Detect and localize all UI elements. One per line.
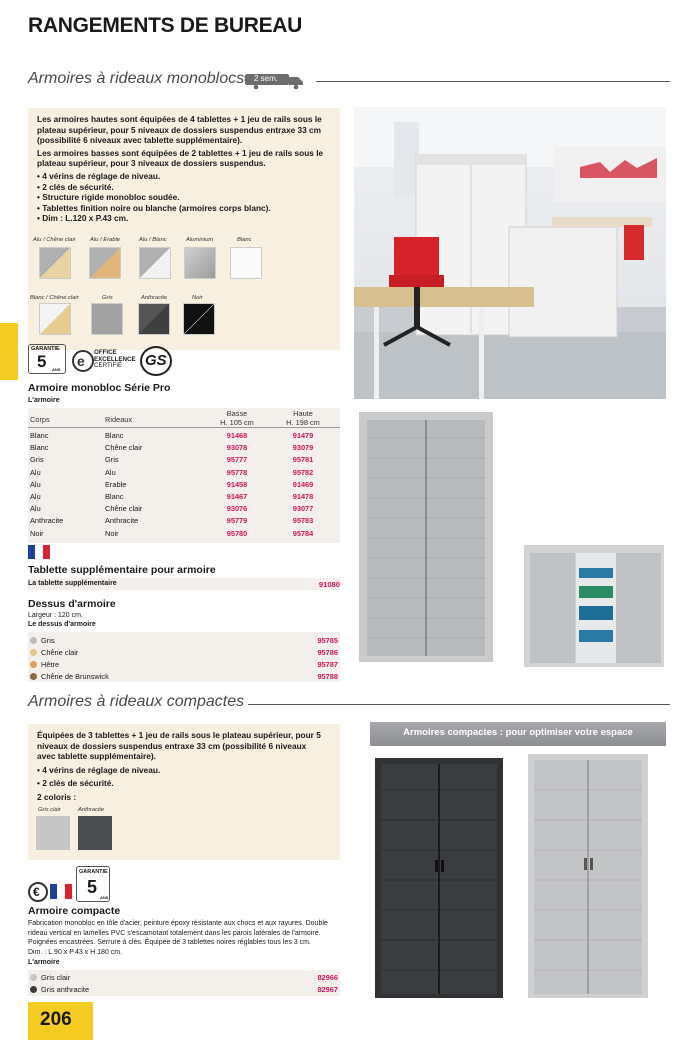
cell-ref-basse: 93078 [226, 443, 248, 453]
garantie-badge [76, 866, 110, 902]
cell-ref-haute: 91478 [292, 492, 314, 501]
rideaux-cabinets-image [354, 408, 666, 672]
cell-corps: Noir [30, 528, 44, 538]
col-header-haute: Haute [293, 409, 313, 418]
cell-corps: Alu [30, 479, 41, 489]
item-ref: 95785 [317, 636, 338, 645]
feature-item: • 4 vérins de réglage de niveau. [37, 171, 331, 182]
cell-corps: Anthracite [30, 516, 64, 526]
swatch-blanc [230, 247, 262, 279]
swatch-label: Blanc / Chêne clair [30, 295, 79, 301]
swatch-alu-blanc [139, 247, 171, 279]
swatch-label: Anthracite [141, 295, 168, 301]
cell-ref-basse: 91468 [226, 431, 248, 440]
office-text: CERTIFIÉ [94, 362, 123, 370]
cell-ref-haute: 91469 [292, 479, 314, 489]
product-title: Armoire monobloc Série Pro [28, 382, 171, 394]
compact-cabinets-image [370, 750, 666, 1002]
swatch-label: Aluminium [186, 237, 214, 243]
list-item [28, 984, 340, 995]
cell-rideaux: Blanc [105, 492, 124, 501]
office-text: EXCELLENCE [94, 355, 136, 363]
table-row [28, 479, 340, 490]
color-dot [30, 986, 37, 993]
tablette-label: La tablette supplémentaire [28, 580, 117, 587]
feature-item: • 4 vérins de réglage de niveau. [37, 765, 327, 776]
cell-rideaux: Blanc [105, 431, 124, 440]
list-item [28, 635, 340, 646]
swatch-blanc-chene [39, 303, 71, 335]
list-item [28, 671, 340, 682]
cell-ref-basse: 95777 [226, 455, 248, 465]
desc-paragraph: Équipées de 3 tablettes + 1 jeu de rails sous le plateau supérieur, pour 5 niveaux de dossiers suspendus entraxe 33 cm (possibilité 6 niveaux avec tablette supplémentaire). [37, 730, 321, 762]
item-ref: 82966 [317, 973, 338, 982]
garantie-ans: ANS [52, 367, 61, 372]
item-ref: 95787 [317, 660, 338, 669]
color-dot [30, 649, 37, 656]
cell-rideaux: Erable [105, 479, 127, 489]
product-title: Armoire compacte [28, 905, 121, 917]
cell-ref-haute: 95782 [292, 467, 314, 477]
item-name: Hêtre [41, 660, 60, 669]
cabinets-photo [354, 408, 666, 672]
item-ref: 95788 [317, 672, 338, 681]
dessus-largeur: Largeur : 120 cm. [28, 612, 83, 619]
compacte-list [28, 970, 340, 996]
table-row [28, 454, 340, 465]
desc-paragraph: Les armoires basses sont équipées de 2 tablettes + 1 jeu de rails sous le plateau supérieur, pour 3 niveaux de dossiers suspendus. [37, 147, 324, 169]
list-item [28, 659, 340, 670]
cell-ref-basse: 93076 [226, 504, 248, 514]
page-title: RANGEMENTS DE BUREAU [28, 14, 303, 37]
cell-ref-haute: 93077 [292, 504, 314, 514]
cell-ref-haute: 93079 [292, 443, 314, 453]
garantie-label: GARANTIE [31, 346, 60, 352]
coloris-label: 2 coloris : [37, 791, 77, 802]
dessus-title: Dessus d'armoire [28, 598, 116, 610]
gs-text: GS [145, 352, 167, 369]
page-tab-marker [0, 323, 18, 380]
item-name: Chêne de Brunswick [41, 672, 109, 681]
france-flag-icon [28, 545, 50, 559]
caption-text: Armoires compactes : pour optimiser votre espace [403, 727, 633, 738]
product-subtitle: L'armoire [28, 397, 60, 404]
garantie-badge [28, 344, 66, 374]
cell-rideaux: Chêne clair [105, 443, 143, 453]
e-circle-icon [72, 350, 94, 372]
section-title-compactes: Armoires à rideaux compactes [28, 693, 245, 710]
cell-ref-haute: 91479 [292, 431, 314, 440]
col-header-corps: Corps [30, 415, 50, 424]
office-scene-image [354, 107, 666, 399]
cell-ref-haute: 95781 [292, 455, 314, 465]
cell-rideaux: Alu [105, 467, 116, 477]
section-rule [316, 81, 670, 82]
cell-rideaux: Gris [105, 455, 119, 465]
swatch-label: Alu / Blanc [139, 237, 167, 243]
garantie-years: 5 [37, 352, 47, 371]
swatch-label: Gris clair [38, 807, 61, 813]
item-ref: 82967 [317, 984, 338, 994]
item-ref: 95786 [317, 648, 338, 657]
cell-ref-basse: 95780 [226, 528, 248, 538]
table-row [28, 430, 340, 441]
cell-ref-basse: 91458 [226, 479, 248, 489]
swatch-gris-clair [36, 816, 70, 850]
feature-item: • 2 clés de sécurité. [37, 182, 331, 193]
compactes-photo [370, 750, 666, 1002]
product-dimensions: Dim. : L.90 x P.43 x H.180 cm. [28, 949, 123, 956]
swatch-aluminium [184, 247, 216, 279]
gs-logo [140, 346, 172, 376]
list-item [28, 647, 340, 658]
desc-paragraph: Les armoires hautes sont équipées de 4 tablettes + 1 jeu de rails sous le plateau supérieur, pour 5 niveaux de dossiers suspendus entraxe 33 cm (possibilité 6 niveaux avec tablette supplémentaire). [37, 114, 322, 146]
feature-item: • Structure rigide monobloc soudée. [37, 192, 331, 203]
swatch-alu-chene [39, 247, 71, 279]
table-row [28, 503, 340, 514]
swatch-label: Alu / Erable [90, 237, 120, 243]
euro-symbol: € [33, 885, 40, 899]
table-row [28, 491, 340, 502]
cell-corps: Blanc [30, 443, 49, 453]
cell-corps: Alu [30, 504, 41, 514]
swatch-label: Anthracite [78, 807, 105, 813]
table-row [28, 442, 340, 453]
swatch-anthracite [78, 816, 112, 850]
swatch-alu-erable [89, 247, 121, 279]
swatch-label: Noir [192, 295, 203, 301]
cell-ref-haute: 95783 [292, 516, 314, 526]
office-text: OFFICE [94, 349, 117, 356]
compactes-description [28, 724, 340, 860]
item-name: Chêne clair [41, 648, 79, 657]
section-rule [248, 704, 670, 705]
col-header-basse-h: H. 105 cm [220, 418, 254, 427]
feature-item: • Tablettes finition noire ou blanche (armoires corps blanc). [37, 203, 331, 214]
col-header-haute-h: H. 198 cm [286, 418, 320, 427]
page-number-box [28, 1002, 93, 1040]
swatch-label: Blanc [237, 237, 252, 243]
caption-banner [370, 722, 666, 746]
col-header-rideaux: Rideaux [105, 415, 133, 424]
tablette-row [28, 578, 340, 590]
dessus-list [28, 632, 340, 682]
cell-rideaux: Chêne clair [105, 504, 143, 514]
price-table [28, 408, 340, 543]
tablette-title: Tablette supplémentaire pour armoire [28, 564, 216, 576]
cell-corps: Alu [30, 492, 41, 501]
feature-item: • Dim : L.120 x P.43 cm. [37, 213, 331, 224]
item-name: Gris anthracite [41, 984, 90, 994]
office-excellence-logo [72, 348, 136, 374]
delivery-badge [244, 70, 308, 90]
list-item [28, 972, 340, 983]
color-dot [30, 974, 37, 981]
dessus-label: Le dessus d'armoire [28, 621, 96, 628]
table-row [28, 515, 340, 526]
product-description: Fabrication monobloc en tôle d'acier, peinture époxy résistante aux chocs et aux rayures. Double rideau vertical en lamelles PVC s'escamotant totalement dans les parois latérales de l'armoire. Poignées encastrées. Serrure à clés. Équipée de 3 tablettes noires réglables tous les 3 cm. [28, 920, 328, 947]
cell-rideaux: Anthracite [105, 516, 139, 526]
feature-item: • 2 clés de sécurité. [37, 778, 327, 789]
euro-icon [28, 882, 48, 902]
section-title-monoblocs: Armoires à rideaux monoblocs [28, 70, 245, 87]
col-header-basse: Basse [226, 409, 248, 418]
swatch-anthracite [138, 303, 170, 335]
page-number: 206 [40, 1009, 72, 1030]
color-dot [30, 661, 37, 668]
color-dot [30, 637, 37, 644]
table-row [28, 528, 340, 539]
france-flag-icon [50, 884, 72, 899]
svg-text:e: e [77, 353, 85, 369]
office-photo [354, 107, 666, 399]
cell-ref-basse: 95778 [226, 467, 248, 477]
cell-corps: Alu [30, 467, 41, 477]
tablette-ref: 91080 [318, 580, 340, 589]
garantie-years: 5 [87, 877, 98, 897]
cell-ref-haute: 95784 [292, 528, 314, 538]
cell-corps: Gris [30, 455, 44, 465]
swatch-label: Alu / Chêne clair [33, 237, 76, 243]
swatch-gris [91, 303, 123, 335]
item-name: Gris clair [41, 973, 71, 982]
swatch-label: Gris [102, 295, 113, 301]
item-name: Gris [41, 636, 55, 645]
cell-corps: Blanc [30, 431, 49, 440]
garantie-label: GARANTIE [79, 869, 108, 875]
product-subtitle: L'armoire [28, 959, 60, 966]
swatch-noir [183, 303, 215, 335]
cell-ref-basse: 91467 [226, 492, 248, 501]
delivery-label: 2 sem. [254, 74, 279, 83]
color-dot [30, 673, 37, 680]
garantie-ans: ANS [100, 895, 109, 900]
cell-ref-basse: 95779 [226, 516, 248, 526]
table-row [28, 467, 340, 478]
cell-rideaux: Noir [105, 528, 119, 538]
monoblocs-description [28, 108, 340, 350]
